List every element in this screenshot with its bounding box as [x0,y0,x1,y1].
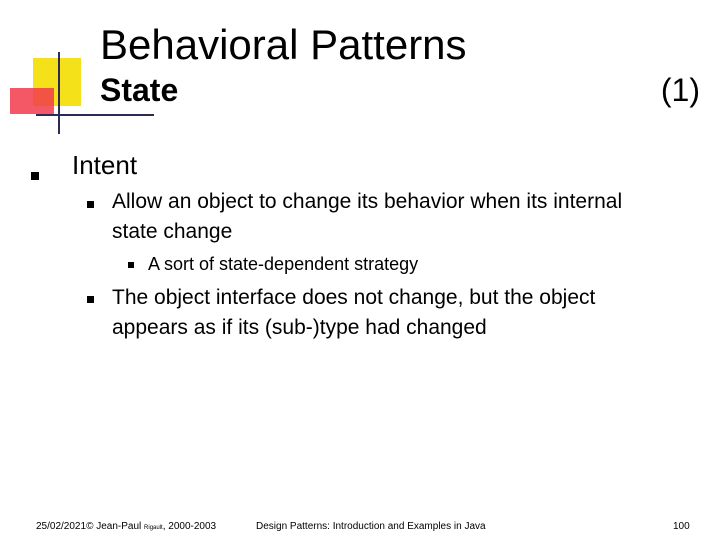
logo-red-rectangle [10,88,54,114]
bullet-icon [128,262,134,268]
item-2-line-2: appears as if its (sub-)type had changed [112,316,487,339]
footer-page-number: 100 [673,521,690,532]
item-2-line-1: The object interface does not change, but the object [112,286,596,309]
footer-author-prefix: © Jean-Paul [86,521,142,532]
item-1-subitem: A sort of state-dependent strategy [148,254,419,274]
logo-horizontal-line [36,114,154,116]
footer-author-small: Rigault [144,525,163,531]
footer-course-title: Design Patterns: Introduction and Examples in Java [256,521,486,532]
bullet-icon [31,172,39,180]
bullet-icon [87,296,94,303]
item-1-line-1: Allow an object to change its behavior when its internal [112,190,623,213]
slide-title: Behavioral Patterns [100,21,467,68]
item-1-line-2: state change [112,220,233,243]
slide-subtitle: State [100,72,179,108]
logo-vertical-line [58,52,60,134]
intent-heading: Intent [72,150,138,180]
footer-copyright [36,521,216,534]
footer-years: , 2000-2003 [162,521,217,532]
slide-part-number: (1) [660,72,700,108]
footer-date: 25/02/2021 [36,521,87,532]
bullet-icon [87,201,94,208]
